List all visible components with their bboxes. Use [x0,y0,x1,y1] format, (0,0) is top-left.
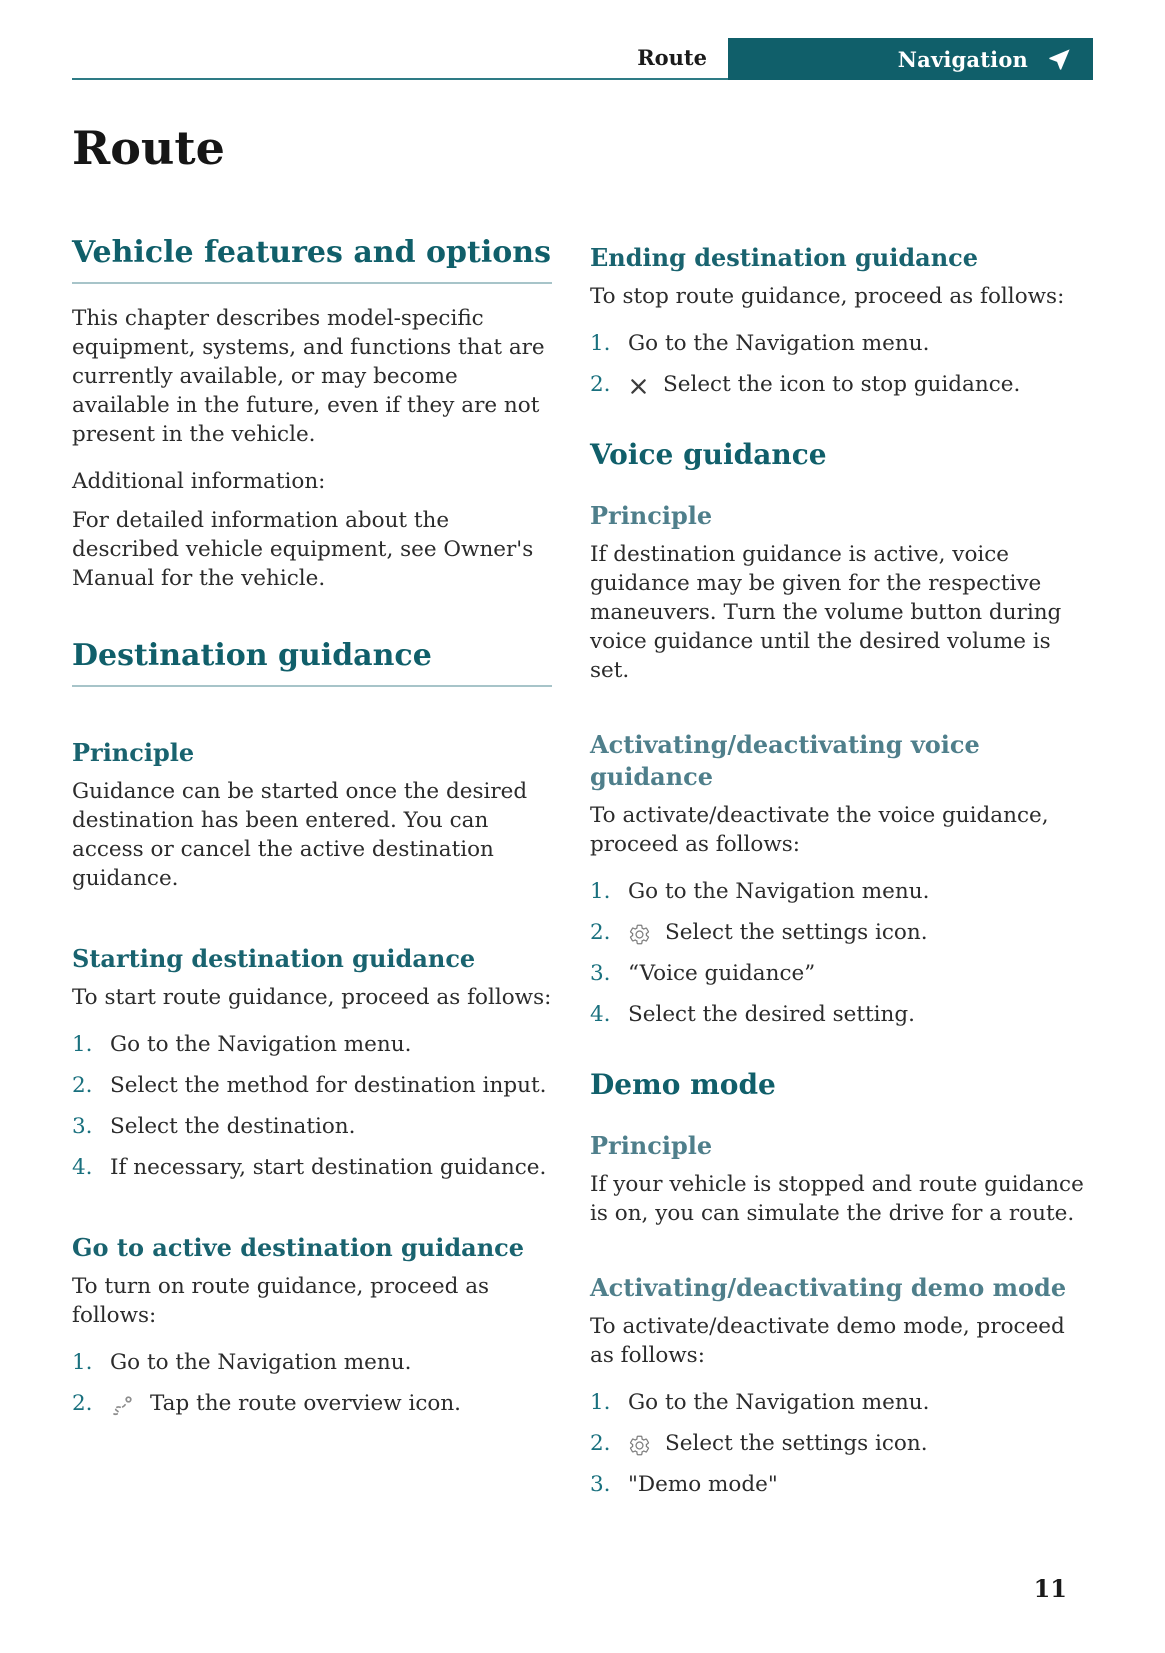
step-item [590,1470,1093,1499]
step-text: Tap the route overview icon. [150,1391,462,1416]
step-item [590,877,1093,906]
settings-gear-icon [628,923,651,946]
step-item [72,1030,552,1059]
step-text: Go to the Navigation menu. [110,1032,412,1057]
step-list [72,1348,552,1418]
navigation-tab-label: Navigation [897,46,1028,72]
step-text: "Demo mode" [628,1472,778,1497]
step-item [72,1071,552,1100]
step-number: 2. [72,1073,93,1098]
step-item [590,329,1093,358]
step-number: 1. [72,1032,93,1057]
step-list [590,1388,1093,1499]
page-title: Route [72,121,225,175]
step-item [590,1388,1093,1417]
paragraph: If your vehicle is stopped and route guidance is on, you can simulate the drive for a route. [590,1172,1084,1226]
step-number: 1. [590,879,611,904]
step-number: 3. [590,961,611,986]
step-item [590,1429,1093,1458]
list-intro: To start route guidance, proceed as follows: [72,985,552,1010]
step-number: 2. [590,920,611,945]
paragraph: For detailed information about the described vehicle equipment, see Owner's Manual for the vehicle. [72,508,534,591]
step-text: If necessary, start destination guidance. [110,1155,547,1180]
route-overview-icon [110,1394,136,1418]
step-text: Go to the Navigation menu. [628,879,930,904]
step-item [590,1000,1093,1029]
two-column-layout [72,190,1093,1511]
settings-gear-icon [628,1434,651,1457]
left-column [72,190,552,1511]
step-number: 1. [72,1350,93,1375]
paragraph: This chapter describes model-specific equipment, systems, and functions that are currently available, or may become available in the future, even if they are not present in the vehicle. [72,306,545,447]
page-number: 11 [1033,1574,1067,1603]
section-title-voice-guidance: Voice guidance [590,438,827,471]
section-title-demo-mode: Demo mode [590,1068,776,1101]
step-text: Go to the Navigation menu. [110,1350,412,1375]
subsection-title-principle: Principle [590,1131,713,1160]
paragraph: If destination guidance is active, voice guidance may be given for the respective maneuvers. Turn the volume button during voice guidance until the desired volume is set. [590,542,1062,683]
list-intro: To turn on route guidance, proceed as follows: [72,1274,490,1328]
page-header [72,0,1093,80]
navigation-arrow-icon [1046,46,1073,73]
subsection-title-goto-active-guidance: Go to active destination guidance [72,1233,525,1262]
subsection-title-ending-guidance: Ending destination guidance [590,243,979,272]
step-number: 3. [590,1472,611,1497]
step-list [72,1030,552,1182]
list-intro: To stop route guidance, proceed as follows: [590,284,1065,309]
step-text: Select the icon to stop guidance. [663,372,1021,397]
subsection-title-principle: Principle [590,501,713,530]
step-number: 4. [72,1155,93,1180]
subsection-title-activate-demo: Activating/deactivating demo mode [590,1273,1067,1302]
step-text: Go to the Navigation menu. [628,1390,930,1415]
navigation-tab [728,38,1093,80]
section-title-destination-guidance: Destination guidance [72,637,552,687]
step-item [72,1348,552,1377]
paragraph: Guidance can be started once the desired destination has been entered. You can access or cancel the active destination guidance. [72,779,528,891]
step-item [72,1389,552,1418]
step-number: 3. [72,1114,93,1139]
step-text: Select the method for destination input. [110,1073,547,1098]
stop-guidance-x-icon [628,376,649,397]
step-list [590,329,1093,399]
step-list [590,877,1093,1029]
step-text: Go to the Navigation menu. [628,331,930,356]
section-title-vehicle-features: Vehicle features and options [72,234,552,284]
step-text: Select the settings icon. [665,920,928,945]
step-item [72,1153,552,1182]
step-number: 4. [590,1002,611,1027]
step-item [590,959,1093,988]
step-item [590,918,1093,947]
step-text: Select the settings icon. [665,1431,928,1456]
step-number: 2. [590,1431,611,1456]
step-text: “Voice guidance” [628,961,816,986]
running-header-section: Route [637,45,707,70]
list-intro: To activate/deactivate the voice guidance, proceed as follows: [590,803,1049,857]
step-number: 2. [72,1391,93,1416]
list-intro: To activate/deactivate demo mode, proceed as follows: [590,1314,1065,1368]
step-item [590,370,1093,399]
step-text: Select the desired setting. [628,1002,915,1027]
subsection-title-activate-voice: Activating/deactivating voice guidance [590,730,980,791]
subsection-title-starting-guidance: Starting destination guidance [72,944,476,973]
step-item [72,1112,552,1141]
step-number: 1. [590,1390,611,1415]
step-text: Select the destination. [110,1114,356,1139]
subsection-title-principle: Principle [72,738,195,767]
step-number: 1. [590,331,611,356]
right-column [590,190,1093,1511]
paragraph: Additional information: [72,469,326,494]
step-number: 2. [590,372,611,397]
